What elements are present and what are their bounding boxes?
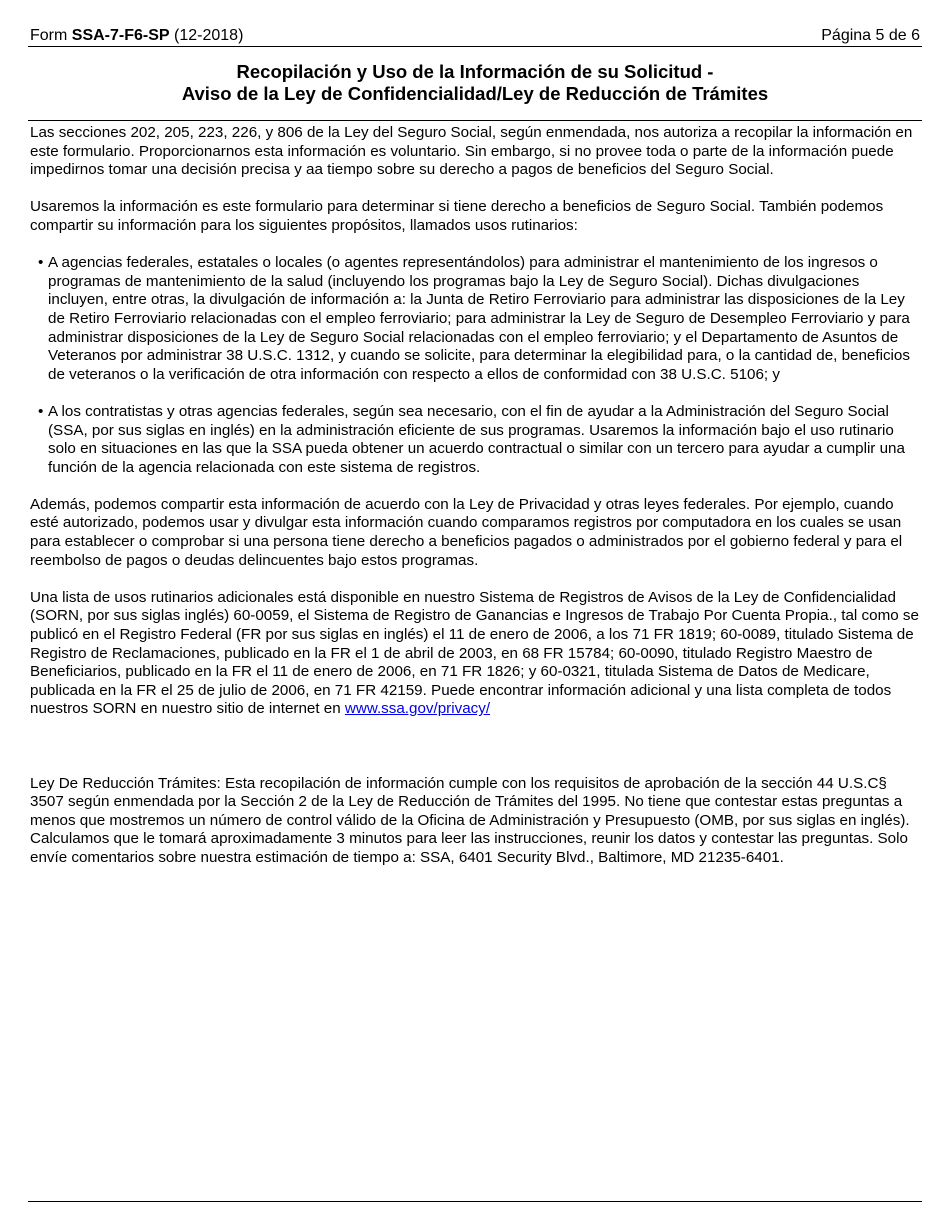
header-divider	[28, 46, 922, 47]
title-line-1: Recopilación y Uso de la Información de su Solicitud -	[236, 61, 714, 82]
paragraph-authority: Las secciones 202, 205, 223, 226, y 806 de la Ley del Seguro Social, según enmendada, nos autoriza a recopilar la información en este formulario. Proporcionarnos esta información es voluntario. Sin embargo, si no provee toda o parte de la información puede impedirnos tomar una decisión precisa y aa tiempo sobre su derecho a pagos de beneficios del Seguro Social.	[30, 124, 913, 179]
privacy-link[interactable]: www.ssa.gov/privacy/	[344, 700, 491, 718]
paragraph-privacy-act: Además, podemos compartir esta información de acuerdo con la Ley de Privacidad y otras leyes federales. Por ejemplo, cuando esté autorizado, podemos usar y divulgar esta información cuando comparamos registros por computadora en los cuales se usan para establecer o comprobar si una persona tiene derecho a beneficios pagados o administrados por el gobierno federal y para el reembolso de pagos o deudas delincuentes bajo estos programas.	[30, 495, 903, 569]
title-line-2: Aviso de la Ley de Confidencialidad/Ley de Reducción de Trámites	[181, 83, 769, 104]
page-header	[30, 26, 920, 46]
spacer	[30, 738, 922, 775]
list-item-text: A los contratistas y otras agencias federales, según sea necesario, con el fin de ayudar a la Administración del Seguro Social (SSA, por sus siglas en inglés) en la administración eficiente de sus programas. Usaremos la información bajo el uso rutinario solo en situaciones en las que la SSA pueda obtener un acuerdo contractual o similar con un tercero para ayudar a cumplir una función de la agencia relacionada con este sistema de registros.	[48, 402, 905, 476]
page-title	[30, 61, 920, 105]
sorn-text: Una lista de usos rutinarios adicionales está disponible en nuestro Sistema de Registros de Avisos de la Ley de Confidencialidad (SORN, por sus siglas inglés) 60-0059, el Sistema de Registro de Ganancias e Ingresos de Trabajo Por Cuenta Propia., tal como se publicó en el Registro Federal (FR por sus siglas en inglés) el 11 de enero de 2006, a los 71 FR 1819; 60-0089, titulado Sistema de Registro de Reclamaciones, publicado en la FR el 1 de abril de 2003, en 68 FR 15784; 60-0090, titulado Registro Maestro de Beneficiarios, publicado en la FR el 11 de enero de 2006, en 71 FR 1826; y 60-0321, titulada Sistema de Datos de Medicare, publicada en la FR el 25 de julio de 2006, en 71 FR 42159. Puede encontrar información adicional y una lista completa de todos nuestros SORN en nuestro sitio de internet en	[30, 588, 919, 718]
page-number: Página 5 de 6	[821, 27, 920, 44]
form-id	[30, 26, 243, 46]
footer-divider	[28, 1201, 922, 1202]
title-divider	[28, 120, 922, 121]
bullet-icon: •	[38, 254, 44, 272]
form-number: SSA-7-F6-SP	[71, 27, 170, 44]
notice-body	[30, 124, 922, 886]
bullet-icon: •	[38, 402, 44, 420]
routine-uses-list	[30, 254, 922, 477]
paragraph-sorn	[30, 589, 922, 719]
list-item	[30, 403, 922, 477]
paragraph-paperwork-reduction: Ley De Reducción Trámites: Esta recopilación de información cumple con los requisitos de aprobación de la sección 44 U.S.C§ 3507 según enmendada por la Sección 2 de la Ley de Reducción de Trámites del 1995. No tiene que contestar estas preguntas a menos que mostremos un número de control válido de la Oficina de Administración y Presupuesto (OMB, por sus siglas en inglés). Calculamos que le tomará aproximadamente 3 minutos para leer las instrucciones, reunir los datos y contestar las preguntas. Solo envíe comentarios sobre nuestra estimación de tiempo a: SSA, 6401 Security Blvd., Baltimore, MD 21235-6401.	[30, 774, 910, 866]
form-prefix: Form	[30, 27, 72, 44]
list-item	[30, 254, 922, 384]
list-item-text: A agencias federales, estatales o locales (o agentes representándolos) para administrar el mantenimiento de los ingresos o programas de mantenimiento de la salud (incluyendo los programas bajo la Ley de Seguro Social). Dichas divulgaciones incluyen, entre otras, la divulgación de información a: la Junta de Retiro Ferroviario para administrar las disposiciones de la Ley de Retiro Ferroviario relacionadas con el empleo ferroviario; para administrar la Ley de Seguro de Desempleo Ferroviario y para administrar disposiciones de la Ley de Seguro Social relacionadas con el empleo ferroviario; y el Departamento de Asuntos de Veteranos por administrar 38 U.S.C. 1312, y cuando se solicite, para determinar la elegibilidad para, o la cantidad de, beneficios de veteranos o la verificación de otra información con respecto a ellos de conformidad con 38 U.S.C. 5106; y	[48, 254, 910, 383]
paragraph-usage: Usaremos la información es este formulario para determinar si tiene derecho a beneficios de Seguro Social. También podemos compartir su información para los siguientes propósitos, llamados usos rutinarios:	[30, 198, 884, 234]
form-date: (12-2018)	[169, 27, 244, 44]
